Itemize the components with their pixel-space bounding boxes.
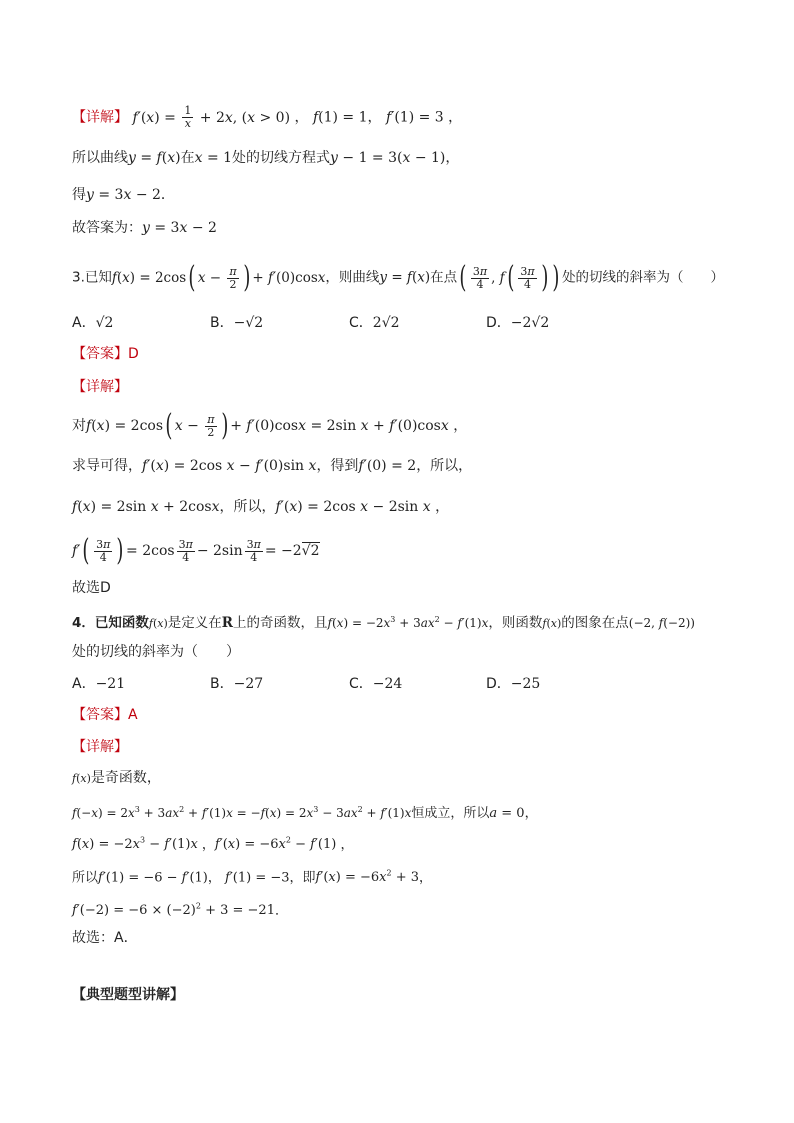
text: ，所以， [219,499,276,515]
text: 3.已知 [72,269,112,286]
option-letter: C． [349,676,373,692]
q4-detail-line-2: $f(-x) = 2x^3 + 3ax^2 + f'(1)x = -f(x) = 2x^3 - 3ax^2 + f'(1)x$恒成立，所以a = 0， [72,805,538,821]
formula: y − 1 = 3(x − 1) [330,150,446,166]
formula: $f'(x) = -6x^2 + 3$ [315,869,420,886]
q3-detail-tag: 【详解】 [72,379,128,395]
q4-option-d [486,674,540,694]
text: 是奇函数， [90,770,161,786]
q4-conclusion: 故选：A． [72,930,138,946]
text: 求导可得， [72,458,142,474]
formula: f′(0) = 2 [358,458,417,474]
answer-tag: 【答案】 [72,346,128,362]
option-letter: A． [72,315,96,331]
option-value: −√2 [233,315,264,331]
text: 4．已知函数 [72,615,149,631]
q3-conclusion: 故选D [72,580,111,596]
option-letter: D． [486,676,511,692]
q3-option-a [72,313,113,333]
q4-detail-line-1 [72,768,161,789]
answer-tag: 【答案】 [72,707,128,723]
text: 所以曲线 [72,150,128,166]
detail-line-4 [72,218,217,238]
q4-stem-line-1 [72,610,695,634]
q3-detail-line-1: 对f(x) = 2cos( x − $\frac{\pi}{2}$ ) + f′(0)cosx = 2sin x + f′(0)cosx ， [72,408,468,443]
q4-answer [72,705,138,725]
formula: y = 3x − 2 [86,187,161,203]
formula: f′( $\frac{3\pi}{4}$ ) = 2cos $\frac{3\pi}{4}$ − 2sin $\frac{3\pi}{4}$ = −2√2 [72,533,320,568]
formula: f′(x) = 2cos x − f′(0)sin x [142,458,317,474]
answer-value: D [128,346,139,362]
option-letter: C． [349,315,373,331]
text: ，得到 [316,458,359,474]
detail-line-2: 所以曲线y = f(x)在x = 1处的切线方程式y − 1 = 3(x − 1)， [72,150,460,166]
formula: $f'(x) = -6x^2 - f'(1)$ [214,836,337,853]
q4-detail-line-5: $f'(-2) = -6 \times (-2)^2 + 3 = -21$． [72,902,288,919]
q4-detail-line-3: $f(x) = -2x^3 - f'(1)x$ ，$f'(x) = -6x^2 - f'(1)$ ， [72,836,354,853]
text: ，则函数 [488,615,543,631]
text: 在 [180,150,195,166]
text: 在点 [430,269,458,286]
text: 故答案为： [72,220,142,236]
formula: f′(1) = −3 [225,870,290,886]
q4-detail-tag: 【详解】 [72,739,128,755]
q3-answer [72,344,139,364]
formula: f(x) [148,617,168,630]
option-letter: A． [72,676,96,692]
formula: y = 3x − 2 [142,220,217,236]
formula: $f(-x) = 2x^3 + 3ax^2 + f'(1)x = -f(x) = 2x^3 - 3ax^2 + f'(1)x$ [72,805,412,820]
q3-option-c [349,313,400,333]
formula: $f'(-2) = -6 \times (-2)^2 + 3 = -21$ [72,902,275,919]
formula: f′(1) = −6 − f′(1) [98,870,208,886]
option-letter: B． [210,676,234,692]
text: 处的切线方程式 [232,150,331,166]
formula: f(x) [72,772,91,785]
formula: (−2, f(−2)) [628,616,695,630]
q3-detail-line-3: f(x) = 2sin x + 2cosx，所以，f′(x) = 2cos x − 2sin x ， [72,499,450,515]
formula: f′(x) = 2cos x − 2sin x [275,499,431,515]
text: R [221,615,234,631]
q4-detail-line-4: 所以f′(1) = −6 − f′(1)， f′(1) = −3，即$f'(x) = -6x^2 + 3$， [72,869,433,886]
answer-value: A [128,707,138,723]
text: 是定义在 [167,615,222,631]
option-letter: D． [486,315,511,331]
option-value: 2√2 [372,315,400,331]
option-value: −21 [95,676,126,692]
q4-option-a [72,674,125,694]
formula: $f(x) = -2x^3 + 3ax^2 - f'(1)x$ [327,615,489,630]
option-letter: B． [210,315,234,331]
option-value: −2√2 [510,315,550,331]
q3-stem [72,260,725,295]
formula: $f(x) = -2x^3 - f'(1)x$ [72,836,198,853]
formula: y = f(x) [379,269,431,286]
text: 得 [72,187,86,203]
text: ，即 [289,870,316,886]
detail-tag: 【详解】 [72,109,128,126]
text: ，则曲线 [325,269,380,286]
formula: y = f(x) [128,150,181,166]
formula: x = 1 [194,150,233,166]
q4-option-b [210,674,263,694]
text: ，所以， [416,458,473,474]
text: 上的奇函数，且 [233,615,328,631]
text: 恒成立，所以 [411,806,490,821]
formula: f(x) = 2cos( x − $\frac{\pi}{2}$ ) + f′(0)cosx [111,260,326,295]
option-value: √2 [95,315,114,331]
option-value: −25 [510,676,541,692]
formula: ( $\frac{3\pi}{4}$ , f( $\frac{3\pi}{4}$ ) ) [459,260,560,295]
q4-stem-line-2: 处的切线的斜率为（ ） [72,644,240,660]
option-value: −24 [372,676,403,692]
text: 的图象在点 [561,615,629,631]
text: 对 [72,418,86,434]
text: 所以 [72,870,99,886]
q4-option-c [349,674,402,694]
formula: f(x) [542,617,562,630]
q3-detail-line-4 [72,533,320,568]
section-heading: 【典型题型讲解】 [72,987,184,1003]
formula: a = 0 [489,806,525,821]
text: 处的切线的斜率为（ ） [562,269,725,286]
q3-option-b [210,313,263,333]
detail-line-1: 【详解】 f′(x) = $\frac{1}{x}$ + 2x, (x > 0) ， f(1) = 1， f′(1) = 3 ， [72,104,463,130]
formula: f(x) = 2sin x + 2cosx [72,499,220,515]
detail-line-3: 得y = 3x − 2． [72,187,175,203]
q3-option-d [486,313,549,333]
q3-detail-line-2 [72,456,472,476]
formula: f′(x) = $\frac{1}{x}$ + 2x, (x > 0) [132,104,295,130]
formula: f(x) = 2cos( x − $\frac{\pi}{2}$ ) + f′(0)cosx = 2sin x + f′(0)cosx [86,408,449,443]
option-value: −27 [233,676,264,692]
